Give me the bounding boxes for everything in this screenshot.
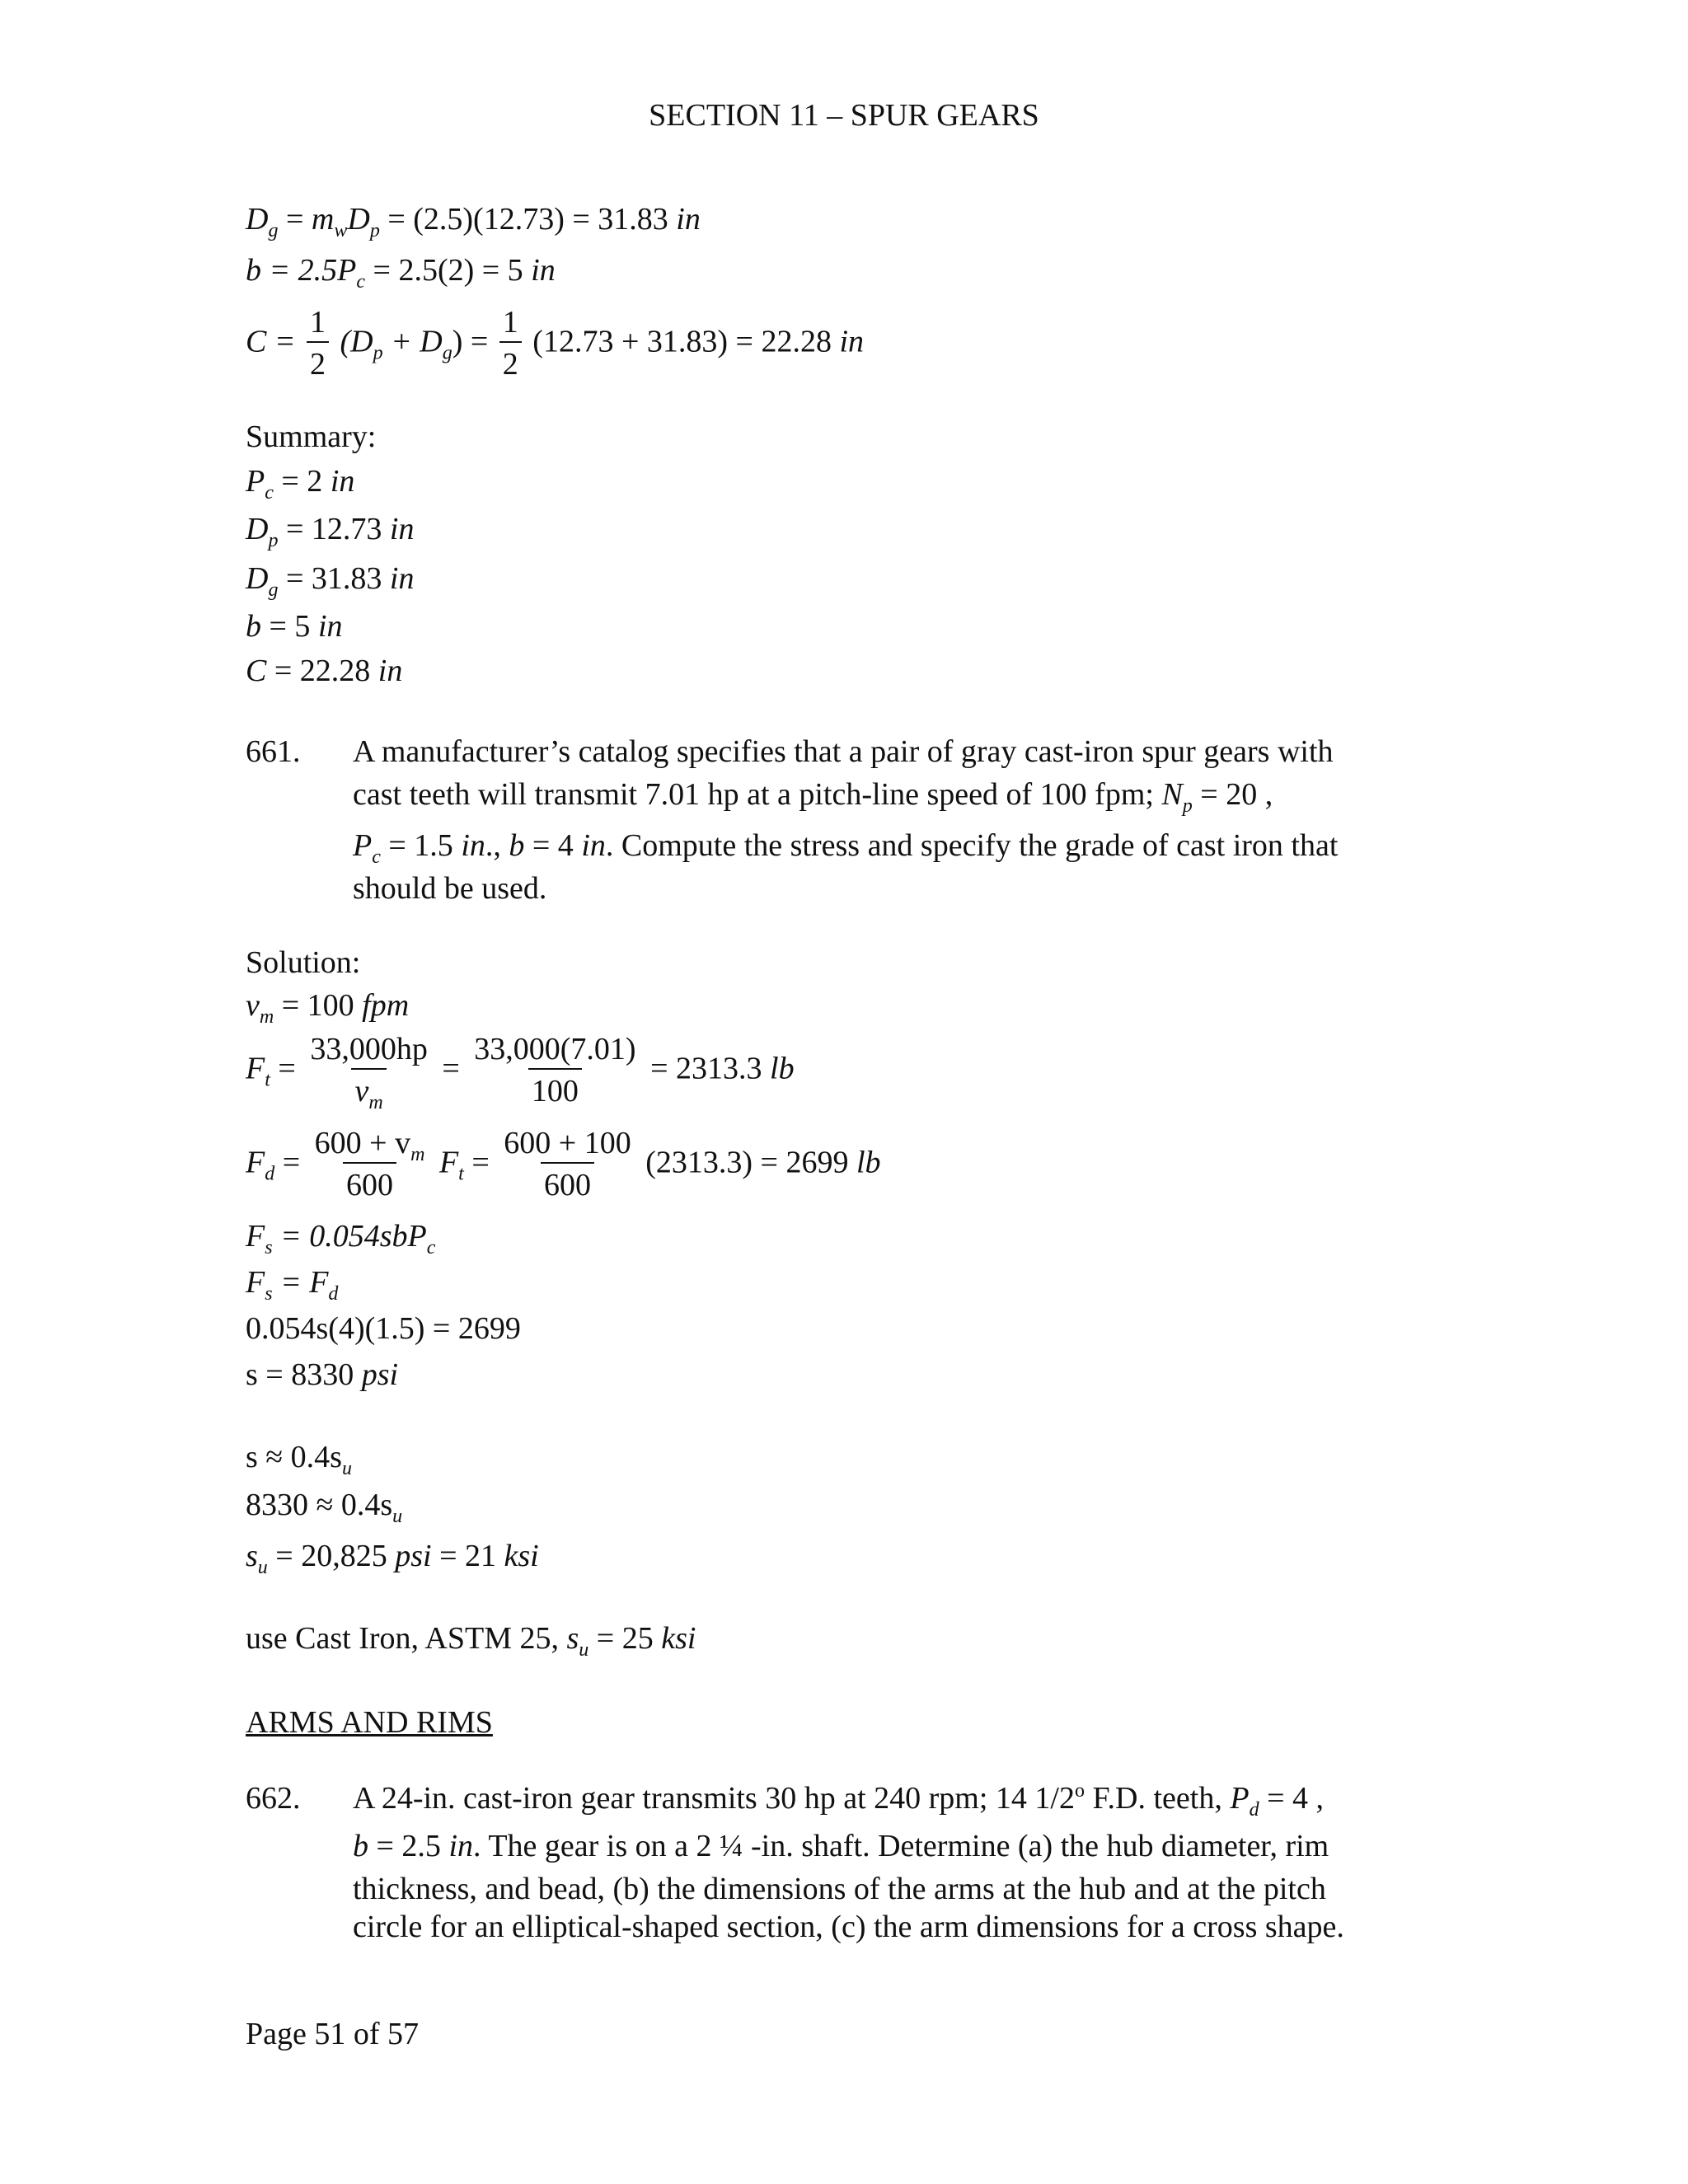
solution-fd: $F_d$ = $\frac{600 + v_m}{600}$ $F_t$ = $\frac{600 + 100}{600}$ (2313.3) = 2699 lb [246,1124,881,1207]
solution-approx2: $8330 \approx 0.4s_u$ [246,1488,403,1527]
problem-662-line4: circle for an elliptical-shaped section, (c) the arm dimensions for a cross shape. [353,1910,1344,1944]
solution-eq1: 0.054s(4)(1.5) = 2699 [246,1311,521,1346]
equation-dg: $D_g = m_wD_p = (2.5)(12.73) = 31.83$ in [246,202,701,241]
page-footer: Page 51 of 57 [246,2017,420,2051]
summary-c: C = 22.28 in [246,654,403,688]
section-heading-arms-and-rims: ARMS AND RIMS [246,1705,493,1740]
problem-662-statement [353,1777,1416,1948]
problem-661-line2: cast teeth will transmit 7.01 hp at a pitch-line speed of 100 fpm; $N_p = 20$ , [353,777,1273,817]
problem-662-line2: b = 2.5 in. The gear is on a 2 ¼ -in. shaft. Determine (a) the hub diameter, rim [353,1829,1329,1863]
solution-use-cast-iron: use Cast Iron, ASTM 25, $s_u = 25$ ksi [246,1621,696,1661]
problem-number-662: 662. [246,1781,301,1816]
problem-662-line3: thickness, and bead, (b) the dimensions of the arms at the hub and at the pitch [353,1872,1326,1906]
summary-title: Summary: [246,419,377,454]
fraction-ft-2: $\frac{33,000(7.01)}{100}$ [471,1030,639,1113]
solution-vm: $v_m = 100$ fpm [246,988,410,1028]
equation-c: C = $\frac{1}{2}$ $(D_p + D_g)$ = $\frac{1}{2}$ (12.73 + 31.83) = 22.28 in [246,303,864,386]
solution-fs-equals-fd: $F_s = F_d$ [246,1265,339,1305]
solution-ft: $F_t$ = $\frac{33,000hp}{v_m}$ = $\frac{33,000(7.01)}{100}$ = 2313.3 lb [246,1032,795,1113]
solution-fs-formula: $F_s = 0.054sbP_c$ [246,1219,436,1258]
page-header: SECTION 11 – SPUR GEARS [649,98,1039,133]
solution-approx1: $s \approx 0.4s_u$ [246,1440,352,1479]
fraction-fd-1: $\frac{600 + v_m}{600}$ [312,1124,429,1207]
fraction-fd-2: $\frac{600 + 100}{600}$ [500,1124,634,1207]
fraction-ft-1: $\frac{33,000hp}{v_m}$ [310,1032,428,1113]
problem-661-line1: A manufacturer’s catalog specifies that a pair of gray cast-iron spur gears with [353,734,1334,769]
summary-dp: $D_p = 12.73$ in [246,512,415,551]
solution-su: $s_u = 20,825$ psi = 21 ksi [246,1539,539,1578]
fraction-half: $\frac{1}{2}$ [307,303,329,386]
problem-661-line3: $P_c = 1.5$ in., b = 4 in. Compute the stress and specify the grade of cast iron that [353,828,1339,868]
equation-b: $b = 2.5P_c = 2.5(2) = 5$ in [246,253,556,293]
solution-title: Solution: [246,945,361,980]
summary-pc: $P_c = 2$ in [246,464,355,504]
problem-number-661: 661. [246,734,301,769]
problem-662-line1: A 24-in. cast-iron gear transmits 30 hp at 240 rpm; 14 1/2$^o$ F.D. teeth, $P_d = 4$ , [353,1780,1325,1821]
summary-dg: $D_g = 31.83$ in [246,561,415,601]
problem-661-statement [353,730,1416,910]
summary-b: b = 5 in [246,609,343,644]
problem-661-line4: should be used. [353,871,547,906]
fraction-half-2: $\frac{1}{2}$ [499,303,522,386]
solution-s: s = 8330 psi [246,1357,399,1392]
